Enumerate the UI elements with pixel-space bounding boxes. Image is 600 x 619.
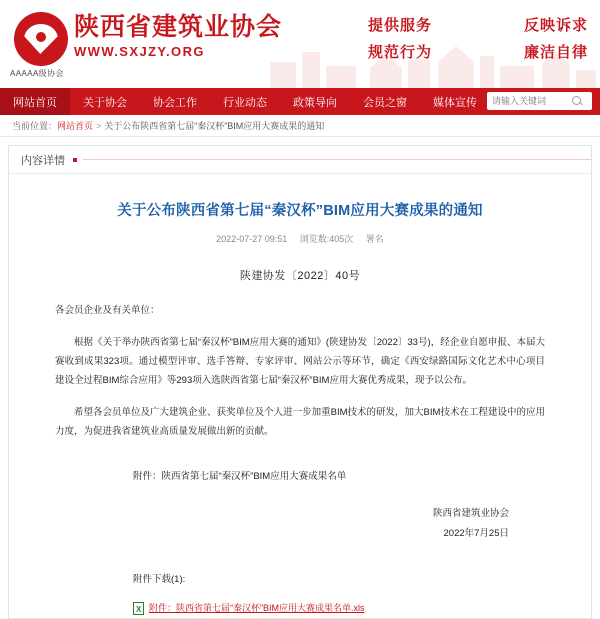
view-count: 浏览数:405次 bbox=[299, 234, 354, 244]
slogan-1: 提供服务 bbox=[368, 18, 433, 34]
signature-date: 2022年7月25日 bbox=[443, 528, 509, 539]
slogan-3: 规范行为 bbox=[368, 45, 433, 61]
association-emblem-icon bbox=[14, 12, 68, 66]
slogan-block bbox=[368, 14, 588, 66]
search-input[interactable] bbox=[487, 93, 569, 109]
card-header-dot-icon bbox=[73, 158, 77, 162]
site-logo[interactable] bbox=[14, 12, 282, 66]
card-header-rule bbox=[83, 159, 591, 160]
main-navigation bbox=[0, 88, 600, 115]
slogan-4: 廉洁自律 bbox=[523, 45, 588, 61]
nav-item-about[interactable]: 关于协会 bbox=[83, 96, 127, 109]
article-card bbox=[8, 145, 592, 619]
breadcrumb-current: 关于公布陕西省第七届“秦汉杯”BIM应用大赛成果的通知 bbox=[104, 121, 325, 131]
document-number: 陕建协发〔2022〕40号 bbox=[239, 270, 361, 282]
card-header bbox=[9, 146, 591, 174]
salutation: 各会员企业及有关单位： bbox=[55, 305, 160, 316]
signature-org: 陕西省建筑业协会 bbox=[432, 508, 509, 519]
org-name: 陕西省建筑业协会 bbox=[74, 13, 283, 41]
nav-item-members[interactable]: 会员之窗 bbox=[363, 96, 407, 109]
search-icon[interactable] bbox=[569, 93, 585, 109]
paragraph-1: 根据《关于举办陕西省第七届“秦汉杯”BIM应用大赛的通知》(陕建协发〔2022〕33号)，经企业自愿申报、本届大赛收到成果323项。通过模型评审、选手答辩、专家评审、网站公示等环节，确定《西安绿路国际文化艺术中心项目建设全过程BIM综合应用》等293项入选陕西省第七届“秦汉杯”BIM应用大赛优秀成果，现予以公布。 bbox=[55, 337, 545, 386]
breadcrumb-link-home[interactable]: 网站首页 bbox=[57, 121, 94, 131]
breadcrumb-separator: > bbox=[96, 120, 102, 131]
nav-item-work[interactable]: 协会工作 bbox=[153, 96, 197, 109]
xls-file-icon bbox=[133, 602, 144, 615]
breadcrumb-prefix: 当前位置： bbox=[12, 121, 58, 131]
nav-item-policy[interactable]: 政策导向 bbox=[293, 96, 337, 109]
publish-date: 2022-07-27 09:51 bbox=[216, 234, 288, 244]
download-section-title: 附件下载(1): bbox=[133, 574, 186, 585]
org-url: WWW.SXJZY.ORG bbox=[74, 44, 205, 59]
content-area bbox=[0, 137, 600, 619]
attachment-download-link[interactable]: 附件：陕西省第七届“秦汉杯”BIM应用大赛成果名单.xls bbox=[149, 603, 365, 613]
card-header-title: 内容详情 bbox=[21, 154, 65, 167]
article-meta bbox=[9, 232, 591, 245]
article-source: 署名 bbox=[365, 234, 384, 244]
search-box[interactable] bbox=[487, 92, 592, 110]
paragraph-2: 希望各会员单位及广大建筑企业、获奖单位及个人进一步加重BIM技术的研发，加大BIM技术在工程建设中的应用力度，为促进我省建筑业高质量发展做出新的贡献。 bbox=[55, 407, 545, 437]
nav-item-industry-news[interactable]: 行业动态 bbox=[223, 96, 267, 109]
article-body bbox=[9, 283, 591, 618]
slogan-2: 反映诉求 bbox=[523, 18, 588, 34]
attachment-note: 附件：陕西省第七届“秦汉杯”BIM应用大赛成果名单 bbox=[133, 471, 347, 482]
page-title: 关于公布陕西省第七届“秦汉杯”BIM应用大赛成果的通知 bbox=[117, 203, 483, 219]
breadcrumb bbox=[0, 115, 600, 137]
org-rank-label: AAAAA级协会 bbox=[10, 69, 64, 78]
nav-item-media[interactable]: 媒体宣传 bbox=[433, 96, 477, 109]
signature-block bbox=[55, 504, 545, 544]
site-header bbox=[0, 0, 600, 88]
nav-item-home[interactable]: 网站首页 bbox=[0, 88, 70, 115]
list-item[interactable] bbox=[55, 599, 545, 618]
